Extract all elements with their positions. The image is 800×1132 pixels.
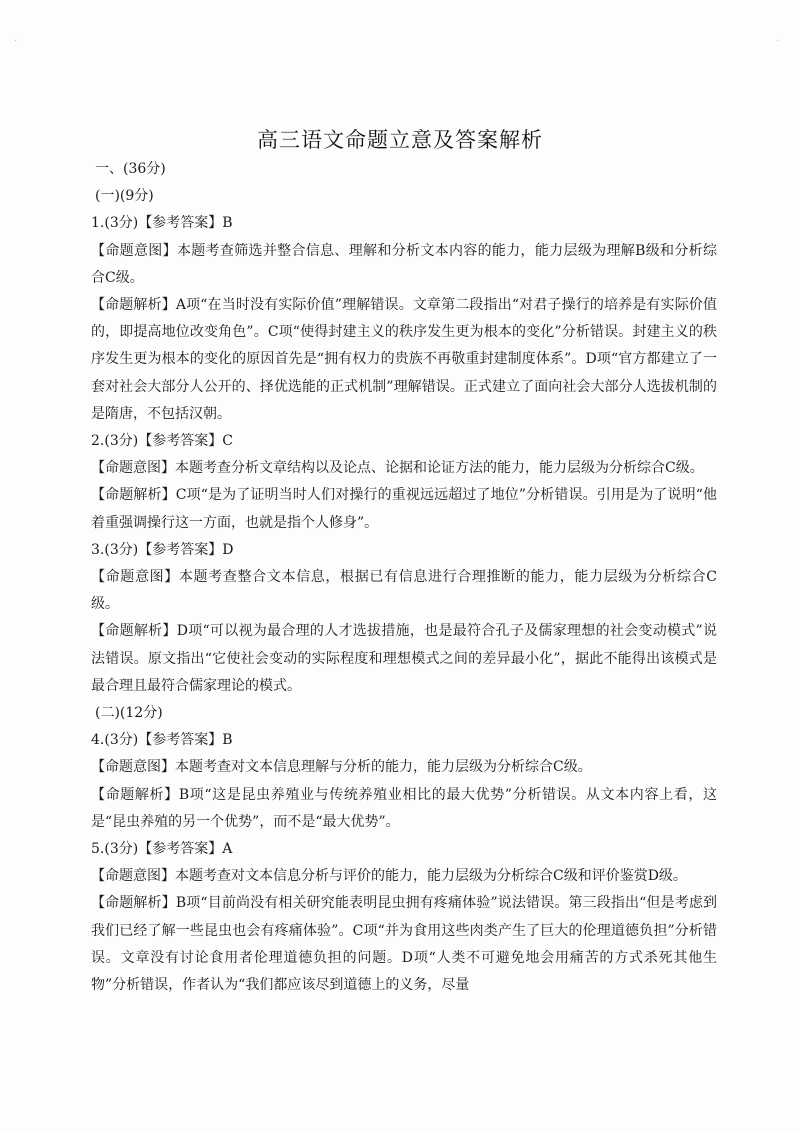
subsection-heading: (一)(9分) — [95, 188, 154, 205]
question-analysis: 【命题解析】B项“这是昆虫养殖业与传统养殖业相比的最大优势”分析错误。从文本内容上看，这是“昆虫养殖的另一个优势”，而不是“最大优势”。 — [91, 786, 717, 830]
question-intent: 【命题意图】本题考查分析文章结构以及论点、论据和论证方法的能力，能力层级为分析综合C级。 — [91, 460, 704, 477]
scan-mark-left: · — [14, 36, 18, 47]
question-answer: 4.(3分)【参考答案】B — [91, 732, 233, 749]
question-analysis: 【命题解析】B项“目前尚没有相关研究能表明昆虫拥有疼痛体验”说法错误。第三段指出“但是考虑到我们已经了解一些昆虫也会有疼痛体验”。C项“并为食用这些肉类产生了巨大的伦理道德负担”分析错误。文章没有讨论食用者伦理道德负担的问题。D项“人类不可避免地会用痛苦的方式杀死其他生物”分析错误，作者认为“我们都应该尽到道德上的义务，尽量 — [91, 895, 717, 994]
question-analysis: 【命题解析】A项“在当时没有实际价值”理解错误。文章第二段指出“对君子操行的培养是有实际价值的，即提高地位改变角色”。C项“使得封建主义的秩序发生更为根本的变化”分析错误。封建主义的秩序发生更为根本的变化的原因首先是“拥有权力的贵族不再敬重封建制度体系”。D项“官方都建立了一套对社会大部分人公开的、择优选能的正式机制”理解错误。正式建立了面向社会大部分人选拔机制的是隋唐，不包括汉朝。 — [91, 297, 717, 422]
question-analysis: 【命题解析】C项“是为了证明当时人们对操行的重视远远超过了地位”分析错误。引用是为了说明“他着重强调操行这一方面，也就是指个人修身”。 — [91, 487, 717, 531]
document-title: 高三语文命题立意及答案解析 — [257, 128, 543, 152]
scan-mark-right: · — [776, 36, 780, 47]
question-answer: 3.(3分)【参考答案】D — [91, 541, 234, 558]
question-answer: 2.(3分)【参考答案】C — [91, 433, 233, 450]
question-answer: 1.(3分)【参考答案】B — [91, 215, 233, 232]
question-answer: 5.(3分)【参考答案】A — [91, 841, 233, 858]
question-intent: 【命题意图】本题考查整合文本信息，根据已有信息进行合理推断的能力，能力层级为分析综合C级。 — [91, 569, 717, 613]
question-analysis: 【命题解析】D项“可以视为最合理的人才选拔措施，也是最符合孔子及儒家理想的社会变动模式”说法错误。原文指出“它使社会变动的实际程度和理想模式之间的差异最小化”，据此不能得出该模式是最合理且最符合儒家理论的模式。 — [91, 623, 717, 694]
question-intent: 【命题意图】本题考查对文本信息分析与评价的能力，能力层级为分析综合C级和评价鉴赏D级。 — [91, 868, 687, 885]
document-body — [91, 156, 717, 999]
section-heading: 一、(36分) — [95, 161, 166, 177]
subsection-heading: (二)(12分) — [95, 705, 163, 722]
question-intent: 【命题意图】本题考查筛选并整合信息、理解和分析文本内容的能力，能力层级为理解B级和分析综合C级。 — [91, 242, 717, 286]
question-intent: 【命题意图】本题考查对文本信息理解与分析的能力，能力层级为分析综合C级。 — [91, 759, 592, 776]
